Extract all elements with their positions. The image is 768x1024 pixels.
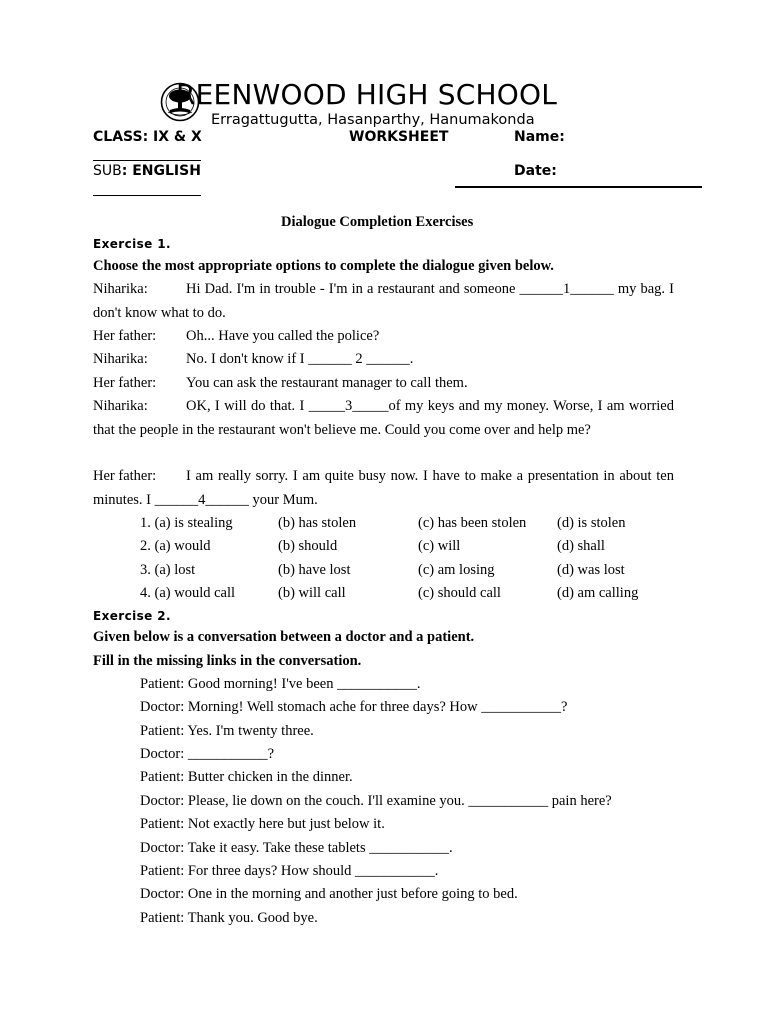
dialogue-line — [93, 278, 674, 325]
conversation-line: Doctor: Please, lie down on the couch. I'll examine you. ___________ pain here? — [140, 793, 612, 809]
option-2d: (d) shall — [557, 538, 605, 554]
option-1c: (c) has been stolen — [418, 515, 527, 531]
conversation-line: Patient: Butter chicken in the dinner. — [140, 769, 353, 785]
conversation-line: Doctor: ___________? — [140, 746, 275, 762]
exercise2-label: Exercise 2. — [93, 609, 171, 623]
conversation-line: Doctor: Morning! Well stomach ache for three days? How ___________? — [140, 699, 568, 715]
conversation-line: Patient: Yes. I'm twenty three. — [140, 723, 314, 739]
option-2a: 2. (a) would — [140, 538, 211, 554]
speaker: Her father: — [93, 375, 157, 391]
subject-line — [93, 163, 201, 179]
option-3c: (c) am losing — [418, 562, 495, 578]
dialogue-text: You can ask the restaurant manager to call them. — [186, 375, 468, 391]
option-1d: (d) is stolen — [557, 515, 626, 531]
option-3a: 3. (a) lost — [140, 562, 196, 578]
speaker: Niharika: — [93, 351, 148, 367]
exercise1-label: Exercise 1. — [93, 237, 171, 251]
dialogue-line — [93, 348, 674, 372]
worksheet-title: Dialogue Completion Exercises — [281, 214, 474, 230]
name-underline-left — [93, 160, 201, 161]
subject-prefix: SUB — [93, 163, 122, 179]
option-3d: (d) was lost — [557, 562, 625, 578]
dialogue-text: Oh... Have you called the police? — [186, 328, 380, 344]
dialogue-line — [93, 395, 674, 442]
option-4a: 4. (a) would call — [140, 585, 236, 601]
subject-value: : ENGLISH — [121, 163, 201, 179]
conversation-line: Doctor: Take it easy. Take these tablets ___________. — [140, 840, 453, 856]
dialogue-line — [93, 325, 674, 349]
speaker: Niharika: — [93, 398, 148, 414]
option-4c: (c) should call — [418, 585, 501, 601]
option-2b: (b) should — [278, 538, 338, 554]
conversation-line: Patient: Good morning! I've been ___________. — [140, 676, 421, 692]
school-address: Erragattugutta, Hasanparthy, Hanumakonda — [211, 112, 535, 128]
option-1a: 1. (a) is stealing — [140, 515, 233, 531]
date-label: Date: — [514, 163, 557, 179]
dialogue-text: I am really sorry. I am quite busy now. I have to make a presentation in about ten minutes. I ______4______ your Mum. — [93, 468, 674, 508]
conversation-line: Patient: For three days? How should ___________. — [140, 863, 439, 879]
conversation-line: Patient: Not exactly here but just below it. — [140, 816, 385, 832]
class-label: CLASS: IX & X — [93, 129, 202, 145]
dialogue-text: OK, I will do that. I _____3_____of my keys and my money. Worse, I am worried that the people in the restaurant won't believe me. Could you come over and help me? — [93, 398, 674, 438]
option-3b: (b) have lost — [278, 562, 351, 578]
speaker: Her father: — [93, 468, 157, 484]
exercise2-instruction-1: Given below is a conversation between a doctor and a patient. — [93, 629, 475, 645]
speaker: Her father: — [93, 328, 157, 344]
dialogue-line — [93, 372, 674, 396]
exercise2-instruction-2: Fill in the missing links in the conversation. — [93, 653, 362, 669]
header-rule — [455, 186, 702, 188]
date-underline-left — [93, 195, 201, 196]
speaker: Niharika: — [93, 281, 148, 297]
exercise1-instruction: Choose the most appropriate options to complete the dialogue given below. — [93, 258, 554, 274]
dialogue-line — [93, 465, 674, 512]
option-1b: (b) has stolen — [278, 515, 357, 531]
dialogue-text: No. I don't know if I ______ 2 ______. — [186, 351, 414, 367]
conversation-line: Patient: Thank you. Good bye. — [140, 910, 318, 926]
conversation-line: Doctor: One in the morning and another just before going to bed. — [140, 886, 518, 902]
option-2c: (c) will — [418, 538, 461, 554]
school-name: REENWOOD HIGH SCHOOL — [176, 78, 558, 111]
name-label: Name: — [514, 129, 565, 145]
dialogue-text: Hi Dad. I'm in trouble - I'm in a restaurant and someone ______1______ my bag. I don't know what to do. — [93, 281, 674, 321]
option-4b: (b) will call — [278, 585, 346, 601]
worksheet-label: WORKSHEET — [349, 129, 449, 145]
option-4d: (d) am calling — [557, 585, 639, 601]
